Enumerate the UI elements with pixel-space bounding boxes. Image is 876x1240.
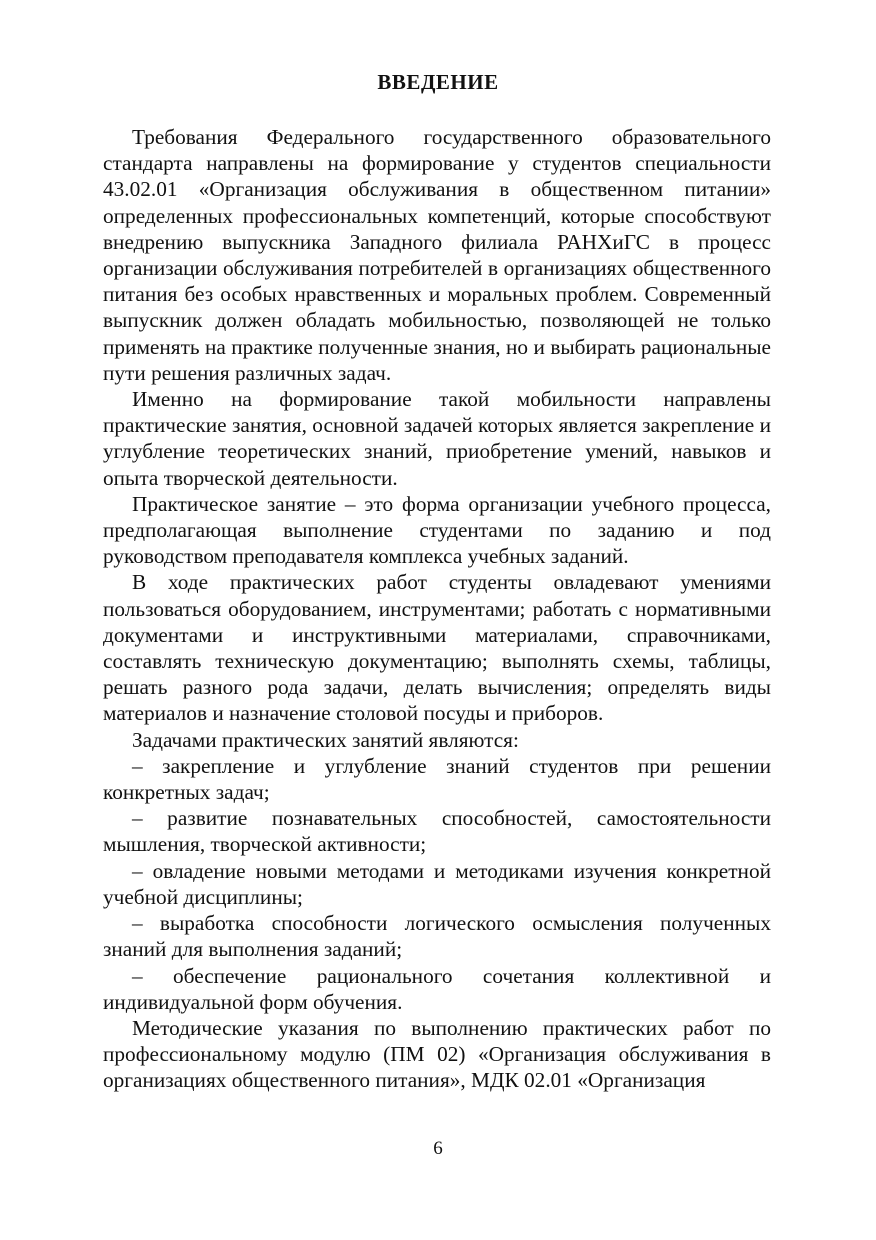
paragraph-requirements: Требования Федерального государственного образовательного стандарта направлены на формирование у студентов специальности 43.02.01 «Организация обслуживания в общественном питании» определенных профессиональных компетенций, которые способствуют внедрению выпускника Западного филиала РАНХиГС в процесс организации обслуживания потребителей в организациях общественного питания без особых нравственных и моральных проблем. Современный выпускник должен обладать мобильностью, позволяющей не только применять на практике полученные знания, но и выбирать рациональные пути решения различных задач.: [103, 125, 771, 385]
list-item: – закрепление и углубление знаний студентов при решении конкретных задач;: [103, 753, 771, 805]
list-item: – овладение новыми методами и методиками изучения конкретной учебной дисциплины;: [103, 858, 771, 909]
list-item: – развитие познавательных способностей, самостоятельности мышления, творческой активности;: [103, 806, 771, 857]
page-number: 6: [433, 1138, 443, 1159]
list-item: – выработка способности логического осмысления полученных знаний для выполнения заданий;: [103, 911, 771, 962]
paragraph-tasks-intro: Задачами практических занятий являются:: [132, 727, 519, 752]
list-item: – обеспечение рационального сочетания коллективной и индивидуальной форм обучения.: [103, 963, 771, 1014]
body-text: [103, 124, 771, 1094]
paragraph-mobility: Именно на формирование такой мобильности направлены практические занятия, основной задачей которых является закрепление и углубление теоретических знаний, приобретение умений, навыков и опыта творческой деятельности.: [103, 387, 771, 490]
paragraph-definition: Практическое занятие – это форма организации учебного процесса, предполагающая выполнение студентами по заданию и под руководством преподавателя комплекса учебных заданий.: [103, 491, 771, 569]
paragraph-skills: В ходе практических работ студенты овладевают умениями пользоваться оборудованием, инструментами; работать с нормативными документами и инструктивными материалами, справочниками, составлять техническую документацию; выполнять схемы, таблицы, решать разного рода задачи, делать вычисления; определять виды материалов и назначение столовой посуды и приборов.: [103, 570, 771, 726]
paragraph-guidelines: Методические указания по выполнению практических работ по профессиональному модулю (ПМ 02) «Организация обслуживания в организациях общественного питания», МДК 02.01 «Организация: [103, 1015, 771, 1093]
section-title: ВВЕДЕНИЕ: [377, 70, 499, 94]
